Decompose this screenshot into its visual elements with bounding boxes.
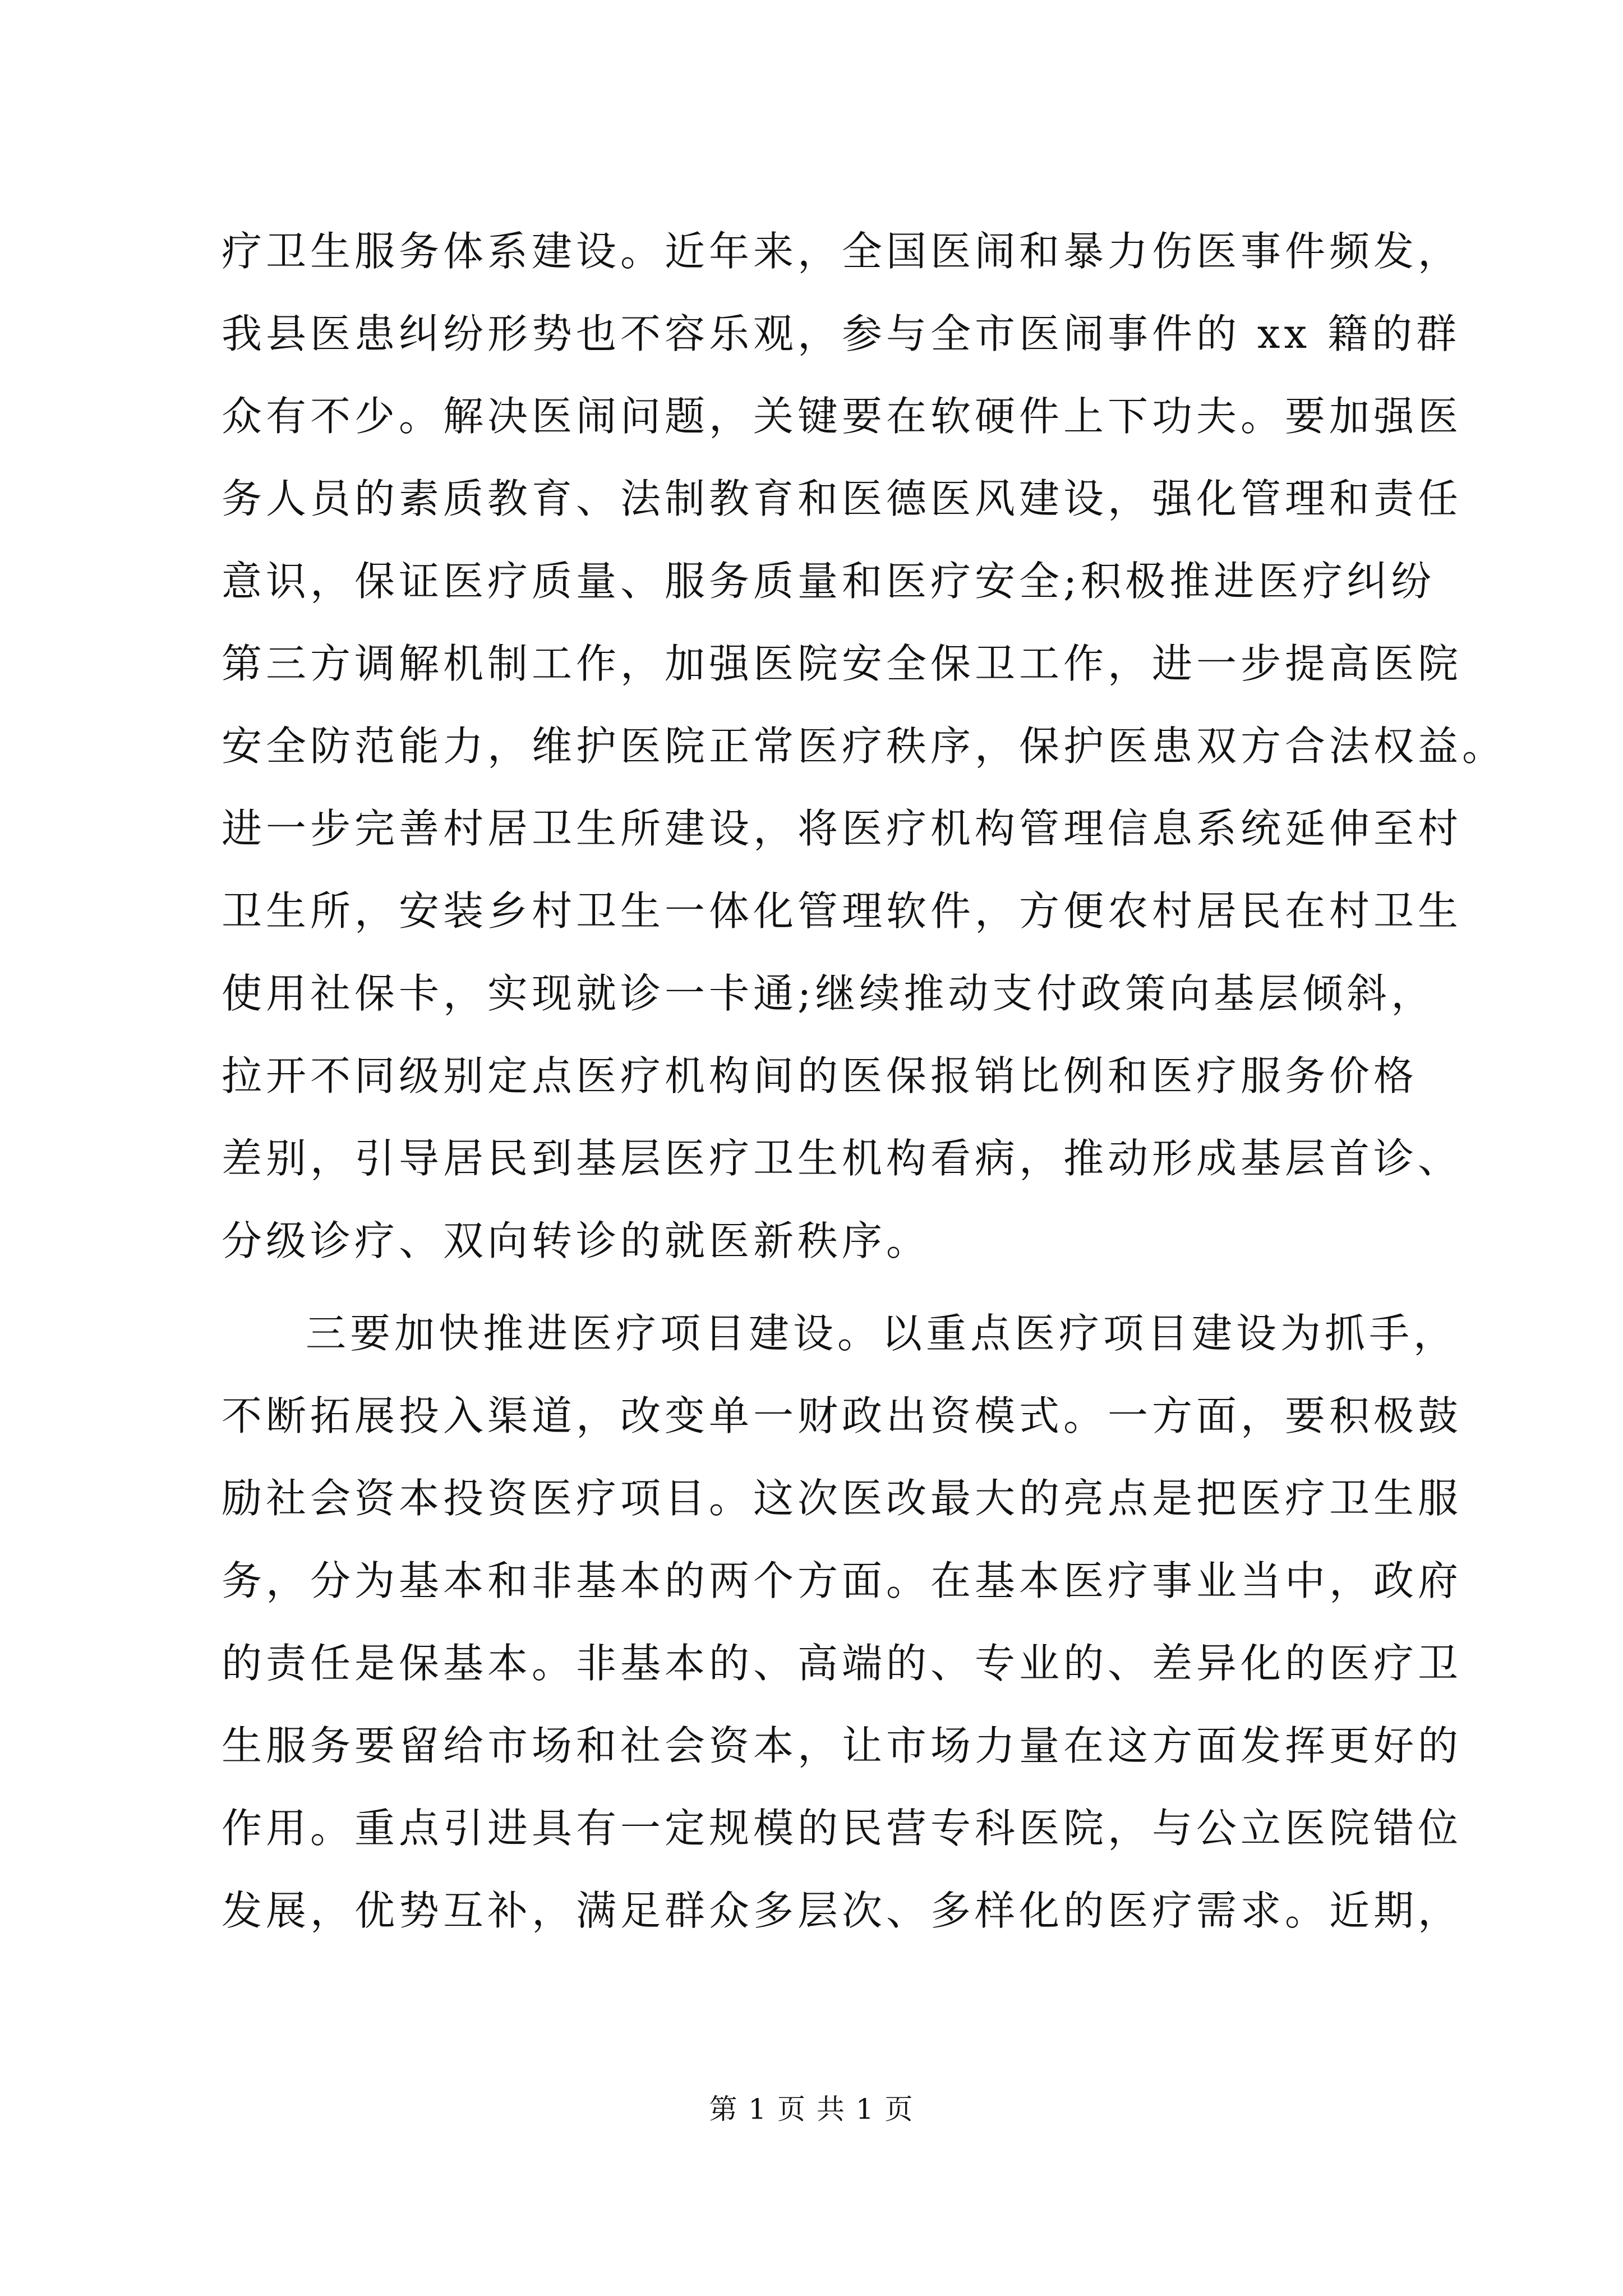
text-line: 差别，引导居民到基层医疗卫生机构看病，推动形成基层首诊、 [222, 1135, 1463, 1182]
page-number-label: 第 1 页 共 1 页 [709, 2093, 914, 2125]
text-line: 务人员的素质教育、法制教育和医德医风建设，强化管理和责任 [222, 475, 1463, 522]
text-line: 众有不少。解决医闹问题，关键要在软硬件上下功夫。要加强医 [222, 393, 1463, 440]
text-line: 我县医患纠纷形势也不容乐观，参与全市医闹事件的 xx 籍的群 [222, 310, 1460, 357]
text-line: 发展，优势互补，满足群众多层次、多样化的医疗需求。近期， [222, 1887, 1463, 1934]
text-line: 拉开不同级别定点医疗机构间的医保报销比例和医疗服务价格 [222, 1052, 1418, 1099]
text-line: 使用社保卡，实现就诊一卡通;继续推动支付政策向基层倾斜， [222, 970, 1436, 1017]
text-line: 疗卫生服务体系建设。近年来，全国医闹和暴力伤医事件频发， [222, 228, 1463, 275]
page-footer [0, 2090, 1623, 2129]
text-line: 分级诊疗、双向转诊的就医新秩序。 [222, 1217, 931, 1264]
document-body [222, 210, 1507, 1952]
text-line: 生服务要留给市场和社会资本，让市场力量在这方面发挥更好的 [222, 1722, 1463, 1769]
text-line: 的责任是保基本。非基本的、高端的、专业的、差异化的医疗卫 [222, 1640, 1463, 1687]
text-line: 卫生所，安装乡村卫生一体化管理软件，方便农村居民在村卫生 [222, 887, 1463, 935]
text-line: 励社会资本投资医疗项目。这次医改最大的亮点是把医疗卫生服 [222, 1475, 1463, 1522]
text-line: 作用。重点引进具有一定规模的民营专科医院，与公立医院错位 [222, 1805, 1463, 1852]
text-line: 务，分为基本和非基本的两个方面。在基本医疗事业当中，政府 [222, 1557, 1463, 1604]
paragraph-start-line: 三要加快推进医疗项目建设。以重点医疗项目建设为抓手， [306, 1310, 1458, 1357]
text-line: 不断拓展投入渠道，改变单一财政出资模式。一方面，要积极鼓 [222, 1392, 1463, 1439]
text-line: 安全防范能力，维护医院正常医疗秩序，保护医患双方合法权益。 [222, 723, 1507, 770]
text-line: 进一步完善村居卫生所建设，将医疗机构管理信息系统延伸至村 [222, 805, 1463, 852]
text-line: 第三方调解机制工作，加强医院安全保卫工作，进一步提高医院 [222, 640, 1463, 687]
text-line: 意识，保证医疗质量、服务质量和医疗安全;积极推进医疗纠纷 [222, 558, 1436, 605]
